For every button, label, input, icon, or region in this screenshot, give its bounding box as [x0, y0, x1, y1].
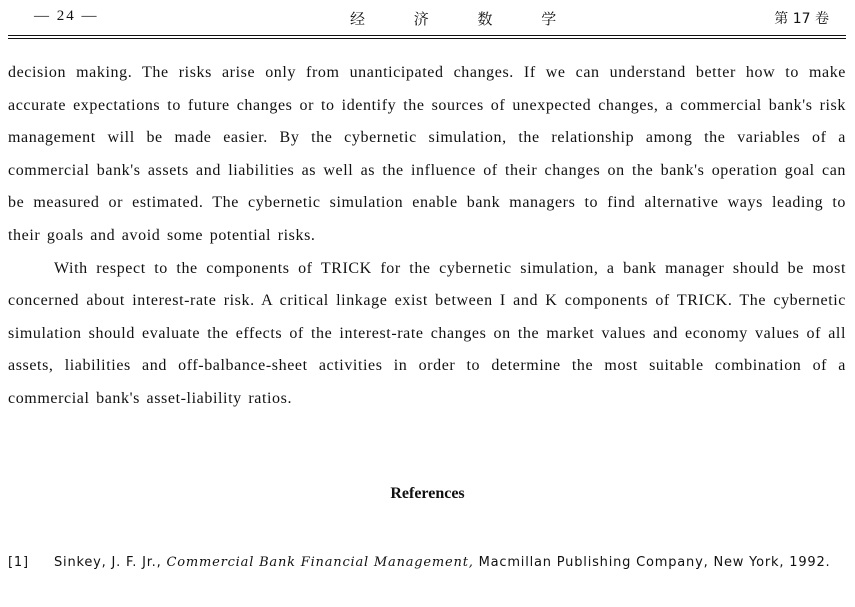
body-text — [8, 57, 846, 416]
reference-label: [1] — [8, 555, 29, 570]
journal-title: 经 济 数 学 — [350, 10, 579, 28]
running-header — [0, 6, 855, 30]
reference-authors: Sinkey, J. F. Jr., — [54, 555, 162, 570]
volume-label: 第 17 卷 — [774, 11, 829, 27]
header-rule-top — [8, 35, 846, 36]
references-heading: References — [390, 485, 465, 502]
body-paragraph: decision making. The risks arise only from unanticipated changes. If we can understand better how to make accurate expectations to future changes or to identify the sources of unexpected changes, a commercial bank's risk management will be made easier. By the cybernetic simulation, the relationship among the variables of a commercial bank's assets and liabilities as well as the influence of their changes on the bank's operation goal can be measured or estimated. The cybernetic simulation enable bank managers to find alternative ways leading to their goals and avoid some potential risks. — [8, 64, 846, 244]
body-paragraph: With respect to the components of TRICK for the cybernetic simulation, a bank manager should be most concerned about interest-rate risk. A critical linkage exist between I and K components of TRICK. The cybernetic simulation should evaluate the effects of the interest-rate changes on the market values and economy values of all assets, liabilities and off-balbance-sheet activities in order to determine the most suitable combination of a commercial bank's asset-liability ratios. — [8, 259, 846, 407]
header-rule-bottom — [8, 38, 846, 39]
page-number: — 24 — — [34, 8, 99, 24]
reference-item — [8, 548, 846, 578]
reference-title: Commercial Bank Financial Management, — [166, 555, 474, 570]
reference-publisher: Macmillan Publishing Company, New York, 1992. — [478, 555, 831, 570]
reference-text — [54, 548, 846, 578]
